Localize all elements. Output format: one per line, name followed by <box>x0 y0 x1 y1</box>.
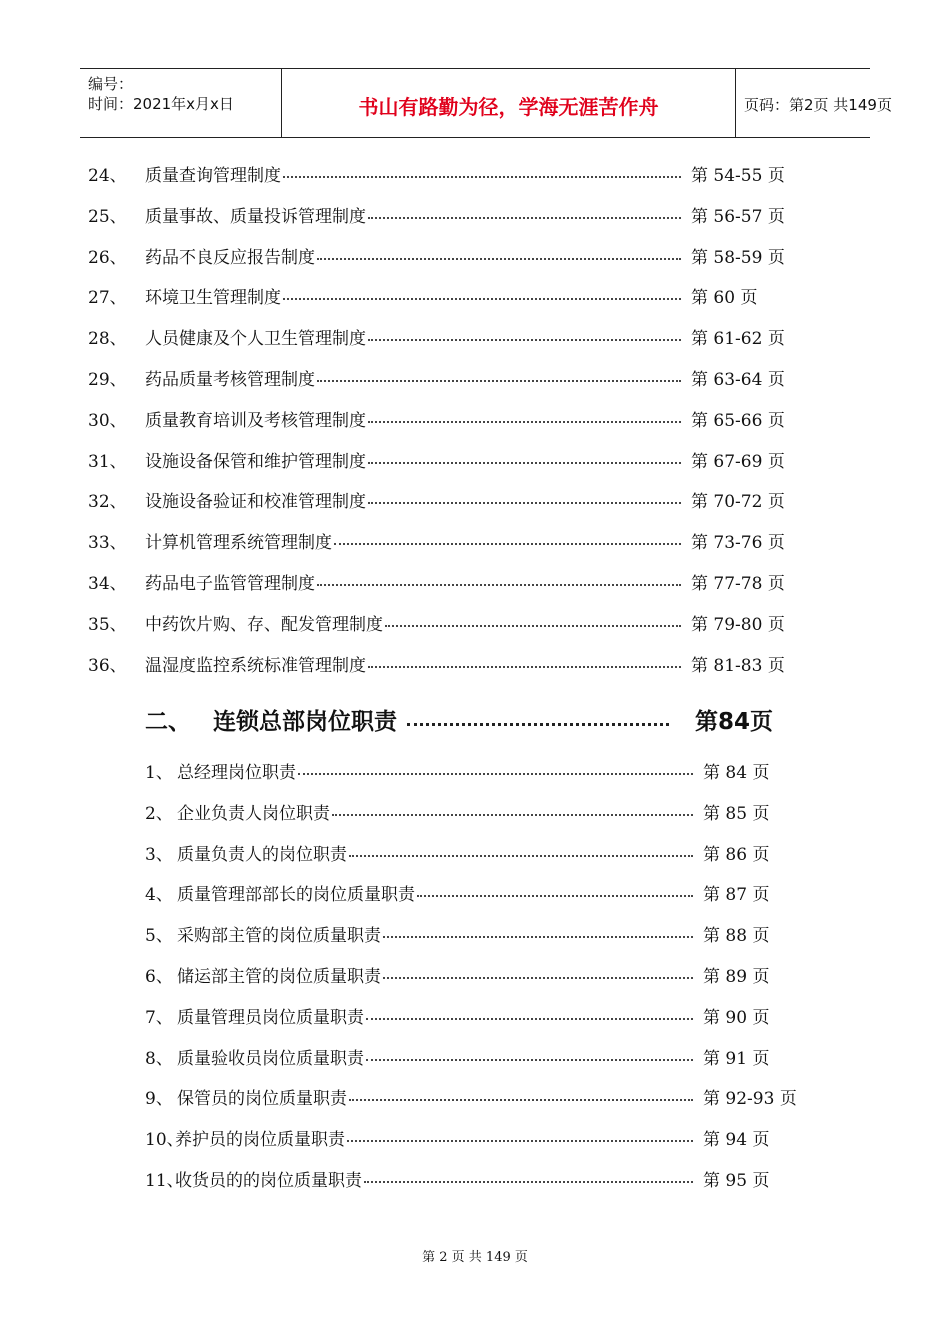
toc-entry-title: 质量教育培训及考核管理制度 <box>145 410 366 431</box>
toc-entry <box>88 406 811 432</box>
toc-leader-dots <box>417 895 693 897</box>
toc-entry-title: 收货员的的岗位质量职责 <box>175 1171 362 1191</box>
toc-entry-number: 26、 <box>88 247 127 268</box>
toc-entry-number: 24、 <box>88 166 127 186</box>
toc-entry-title: 质量管理部部长的岗位质量职责 <box>177 885 415 906</box>
toc-entry-title: 中药饮片购、存、配发管理制度 <box>145 614 383 635</box>
toc-entry-title: 采购部主管的岗位质量职责 <box>177 926 381 947</box>
toc-entry-title: 养护员的岗位质量职责 <box>175 1130 345 1151</box>
toc-entry-page: 第 94 页 <box>703 1130 770 1151</box>
header-motto: 书山有路勤为径，学海无涯苦作舟 <box>358 95 659 119</box>
toc-leader-dots <box>283 176 681 178</box>
toc-entry-title: 设施设备保管和维护管理制度 <box>145 451 366 472</box>
toc-entry-page: 第 54-55 页 <box>691 166 785 186</box>
toc-entry-page: 第 88 页 <box>703 926 770 947</box>
toc-entry-title: 质量事故、质量投诉管理制度 <box>145 206 366 227</box>
toc-entry-title: 计算机管理系统管理制度 <box>145 533 332 554</box>
toc-leader-dots <box>366 1018 693 1020</box>
toc-entry <box>145 962 823 988</box>
toc-entry-page: 第 79-80 页 <box>691 614 785 635</box>
toc-entry <box>88 528 811 554</box>
toc-entry-number: 3、 <box>145 844 173 865</box>
toc-entry-title: 储运部主管的岗位质量职责 <box>177 967 381 987</box>
toc-entry-number: 27、 <box>88 288 127 309</box>
toc-entry-number: 9、 <box>145 1089 173 1110</box>
toc-entry-page: 第 91 页 <box>703 1048 770 1069</box>
toc-entry-page: 第 86 页 <box>703 844 770 865</box>
toc-entry-number: 11、 <box>145 1171 184 1191</box>
toc-entry-page: 第 60 页 <box>691 288 758 309</box>
toc-entry-page: 第 92-93 页 <box>703 1089 797 1110</box>
toc-entry-number: 29、 <box>88 370 127 390</box>
toc-entry-title: 质量查询管理制度 <box>145 166 281 186</box>
toc-entry <box>145 1166 823 1192</box>
toc-entry-title: 质量管理员岗位质量职责 <box>177 1007 364 1028</box>
toc-entry-number: 4、 <box>145 885 173 906</box>
toc-leader-dots <box>368 421 681 423</box>
toc-entry-page: 第 89 页 <box>703 967 770 987</box>
toc-entry <box>145 758 823 784</box>
toc-entry-page: 第 67-69 页 <box>691 451 785 472</box>
toc-entry-page: 第 70-72 页 <box>691 492 785 513</box>
toc-leader-dots <box>368 217 681 219</box>
toc-leader-dots <box>332 814 693 816</box>
toc-entry-title: 质量负责人的岗位职责 <box>177 844 347 865</box>
toc-entry-title: 环境卫生管理制度 <box>145 288 281 309</box>
page-footer: 第 2 页 共 149 页 <box>422 1250 528 1265</box>
toc-entry <box>88 365 811 391</box>
toc-entry <box>88 610 811 636</box>
toc-entry-number: 8、 <box>145 1048 173 1069</box>
toc-entry-page: 第 65-66 页 <box>691 410 785 431</box>
toc-entry <box>145 840 823 866</box>
toc-entry <box>145 1044 823 1070</box>
toc-leader-dots <box>383 936 693 938</box>
toc-leader-dots <box>385 625 681 627</box>
toc-entry-number: 32、 <box>88 492 127 513</box>
toc-entry-page: 第 87 页 <box>703 885 770 906</box>
toc-leader-dots <box>368 502 681 504</box>
toc-entry <box>145 1125 823 1151</box>
toc-entry <box>145 1003 823 1029</box>
toc-entry-title: 温湿度监控系统标准管理制度 <box>145 655 366 676</box>
toc-leader-dots <box>317 380 681 382</box>
document-date: 时间：2021年x月x日 <box>88 95 234 113</box>
toc-entry <box>145 799 823 825</box>
toc-entry-number: 10、 <box>145 1130 184 1151</box>
section-page: 第84页 <box>695 709 774 735</box>
toc-entry-number: 28、 <box>88 329 127 350</box>
toc-entry-page: 第 81-83 页 <box>691 655 785 676</box>
page-header <box>80 68 892 138</box>
toc-leader-dots <box>283 298 681 300</box>
toc-entry-page: 第 58-59 页 <box>691 247 785 268</box>
section-heading <box>145 703 845 733</box>
toc-entry-number: 1、 <box>145 763 173 783</box>
toc-entry-number: 6、 <box>145 967 173 987</box>
toc-entry-number: 33、 <box>88 533 127 554</box>
document-number-label: 编号： <box>88 75 134 93</box>
toc-entry-title: 药品电子监管管理制度 <box>145 574 315 594</box>
toc-entry-page: 第 95 页 <box>703 1171 770 1191</box>
toc-leader-dots <box>366 1059 693 1061</box>
toc-entry-number: 2、 <box>145 803 173 824</box>
toc-entry <box>145 921 823 947</box>
toc-entry <box>88 447 811 473</box>
section-leader-dots <box>407 723 669 726</box>
header-meta <box>80 69 281 137</box>
toc-leader-dots <box>317 584 681 586</box>
toc-entry <box>88 243 811 269</box>
toc-entry-page: 第 77-78 页 <box>691 574 785 594</box>
toc-entry-page: 第 84 页 <box>703 763 770 783</box>
toc-leader-dots <box>368 462 681 464</box>
toc-entry-number: 7、 <box>145 1007 173 1028</box>
toc-entry-number: 5、 <box>145 926 173 947</box>
toc-leader-dots <box>347 1140 693 1142</box>
toc-entry <box>88 283 811 309</box>
toc-entry-number: 36、 <box>88 655 127 676</box>
toc-leader-dots <box>368 339 681 341</box>
toc-leader-dots <box>349 855 693 857</box>
toc-entry-page: 第 90 页 <box>703 1007 770 1028</box>
toc-entry <box>88 324 811 350</box>
toc-entry-title: 药品不良反应报告制度 <box>145 247 315 268</box>
toc-entry-title: 企业负责人岗位职责 <box>177 803 330 824</box>
toc-entry-page: 第 56-57 页 <box>691 206 785 227</box>
toc-entry <box>145 880 823 906</box>
toc-entry-number: 25、 <box>88 206 127 227</box>
toc-entry <box>88 161 811 187</box>
toc-leader-dots <box>349 1099 693 1101</box>
section-title: 连锁总部岗位职责 <box>213 709 397 735</box>
toc-leader-dots <box>334 543 681 545</box>
toc-entry <box>145 1084 823 1110</box>
header-motto-cell <box>281 69 736 137</box>
toc-leader-dots <box>298 773 693 775</box>
toc-entry-number: 30、 <box>88 410 127 431</box>
toc-entry <box>88 651 811 677</box>
toc-entry-title: 质量验收员岗位质量职责 <box>177 1048 364 1069</box>
toc-entry <box>88 202 811 228</box>
toc-entry-title: 总经理岗位职责 <box>177 763 296 783</box>
toc-entry-title: 设施设备验证和校准管理制度 <box>145 492 366 513</box>
toc-entry-title: 保管员的岗位质量职责 <box>177 1089 347 1110</box>
toc-leader-dots <box>368 666 681 668</box>
section-number: 二、 <box>145 709 191 735</box>
toc-entry-title: 药品质量考核管理制度 <box>145 370 315 390</box>
toc-entry-number: 35、 <box>88 614 127 635</box>
toc-entry-page: 第 73-76 页 <box>691 533 785 554</box>
toc-entry-page: 第 85 页 <box>703 803 770 824</box>
toc-entry <box>88 569 811 595</box>
toc-leader-dots <box>317 258 681 260</box>
toc-entry-page: 第 63-64 页 <box>691 370 785 390</box>
toc-leader-dots <box>364 1181 693 1183</box>
toc-entry-title: 人员健康及个人卫生管理制度 <box>145 329 366 350</box>
toc-entry <box>88 487 811 513</box>
header-page-cell <box>735 69 892 137</box>
toc-entry-number: 31、 <box>88 451 127 472</box>
toc-leader-dots <box>383 977 693 979</box>
header-page-info: 页码：第2页 共149页 <box>744 96 892 114</box>
toc-entry-page: 第 61-62 页 <box>691 329 785 350</box>
toc-entry-number: 34、 <box>88 574 127 594</box>
